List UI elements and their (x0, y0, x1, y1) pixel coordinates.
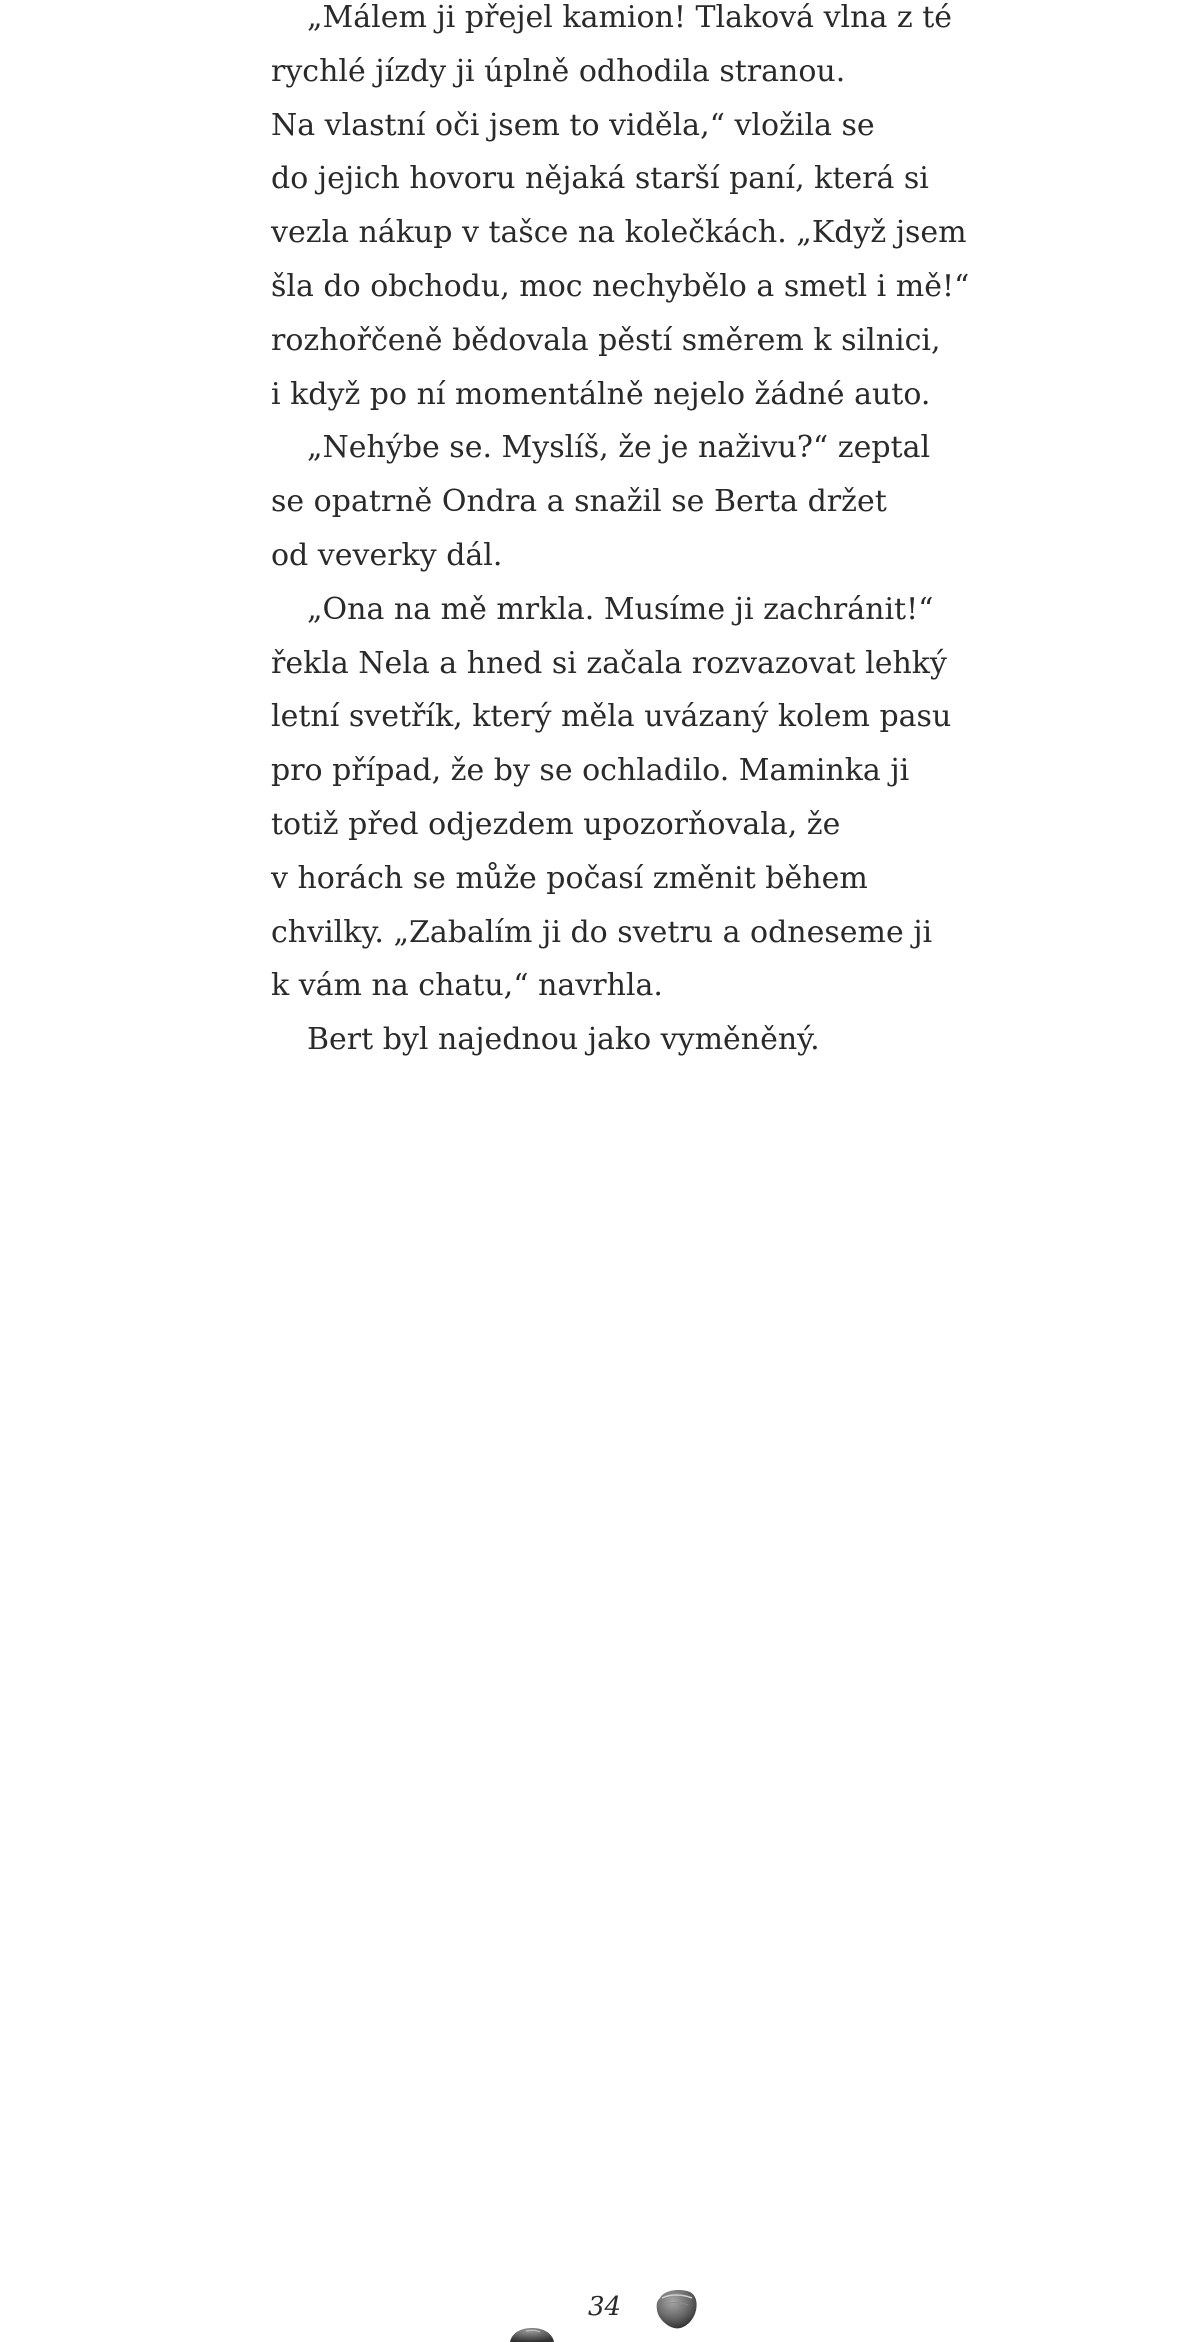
text-line: se opatrně Ondra a snažil se Berta držet (271, 484, 887, 520)
text-line: řekla Nela a hned si začala rozvazovat lehký (271, 645, 947, 681)
text-line: Na vlastní oči jsem to viděla,“ vložila se (271, 107, 875, 143)
text-line: „Málem ji přejel kamion! Tlaková vlna z té (307, 0, 953, 35)
text-line: rychlé jízdy ji úplně odhodila stranou. (271, 53, 846, 89)
text-line: do jejich hovoru nějaká starší paní, která si (271, 161, 929, 197)
text-line: k vám na chatu,“ navrhla. (271, 968, 663, 1004)
page-footer (0, 1142, 1200, 2322)
text-line: šla do obchodu, moc nechybělo a smetl i mě!“ (271, 269, 970, 304)
text-line: rozhořčeně bědovala pěstí směrem k silnici, (271, 322, 941, 358)
text-line: od veverky dál. (271, 538, 503, 573)
text-line: i když po ní momentálně nejelo žádné auto. (271, 376, 931, 412)
text-line: totiž před odjezdem upozorňovala, že (271, 807, 841, 842)
text-line: v horách se může počasí změnit během (271, 860, 868, 896)
text-line: chvilky. „Zabalím ji do svetru a odneseme ji (271, 914, 933, 950)
hazelnut-icon (654, 2288, 698, 2330)
hazelnut-icon (508, 2328, 556, 2342)
text-line: pro případ, že by se ochladilo. Maminka ji (271, 753, 910, 789)
page-number: 34 (588, 2292, 622, 2322)
text-line: „Ona na mě mrkla. Musíme ji zachránit!“ (307, 591, 934, 627)
text-line: „Nehýbe se. Myslíš, že je naživu?“ zeptal (307, 430, 931, 466)
text-line: vezla nákup v tašce na kolečkách. „Když jsem (271, 215, 967, 251)
text-line: Bert byl najednou jako vyměněný. (307, 1022, 820, 1058)
text-line: letní svetřík, který měla uvázaný kolem pasu (271, 699, 952, 735)
